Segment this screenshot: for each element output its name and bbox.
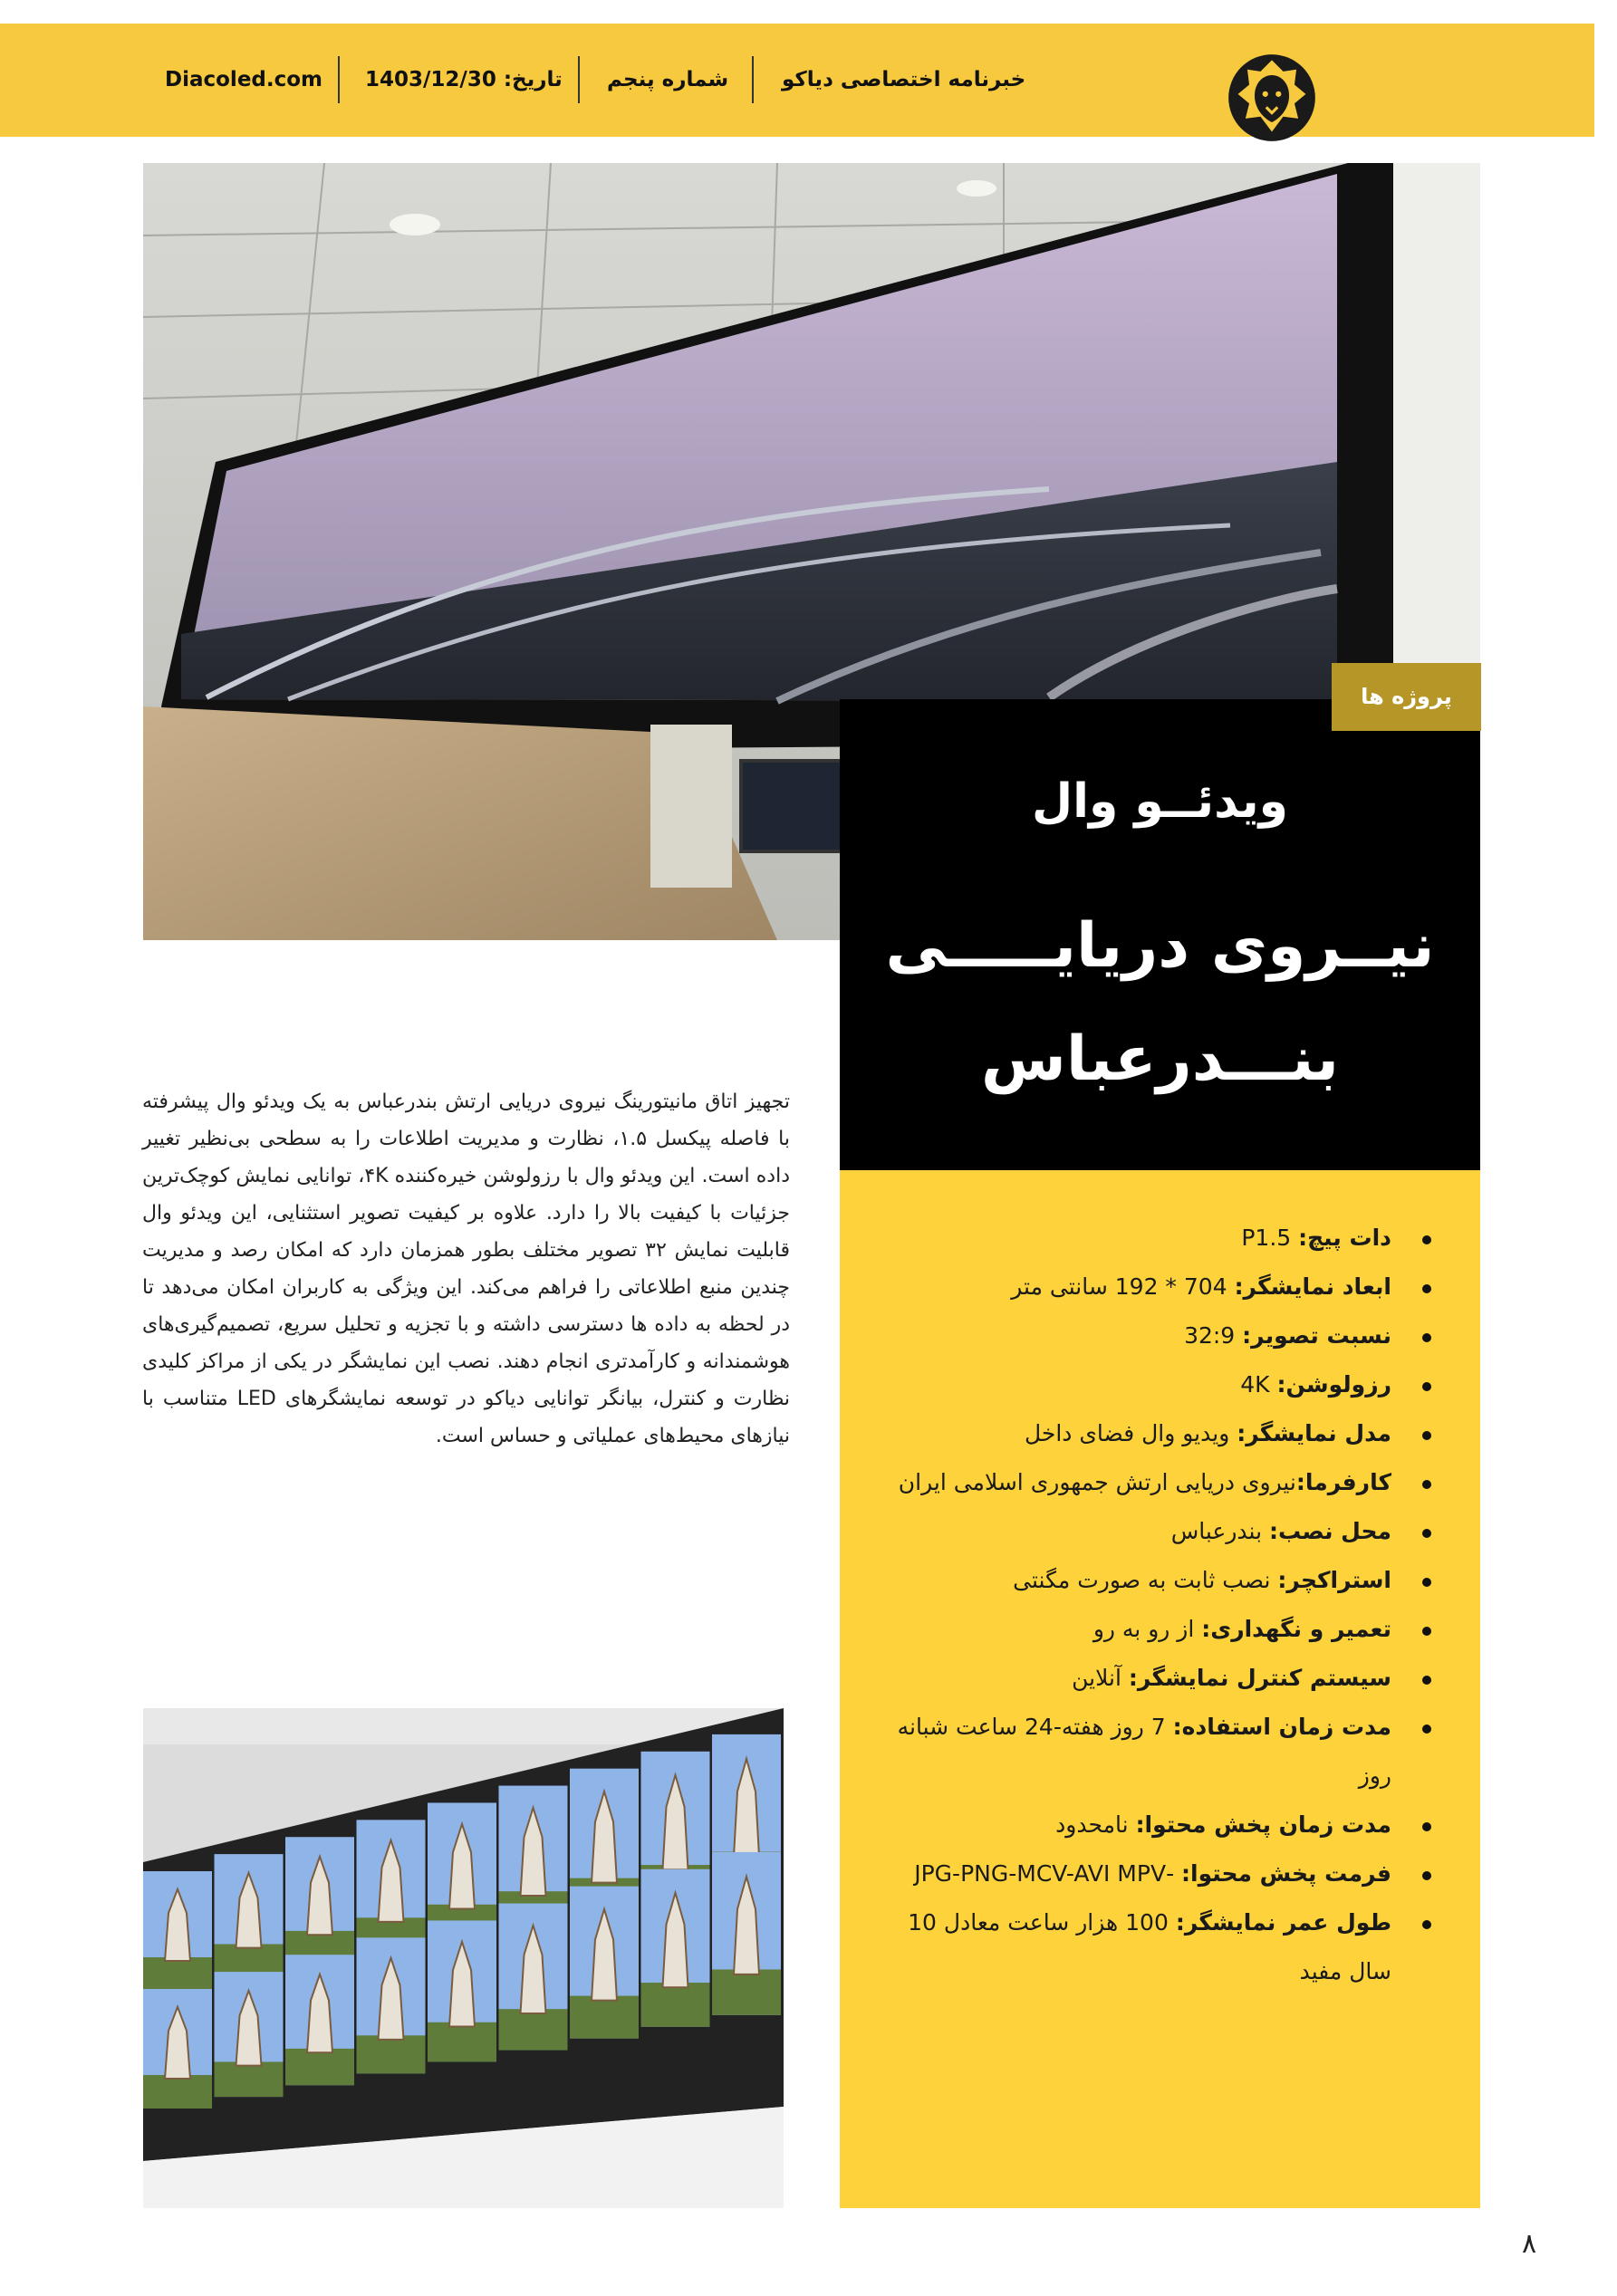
- spec-item: [888, 1263, 1431, 1311]
- header-divider: [752, 56, 754, 103]
- spec-value: آنلاین: [1072, 1665, 1129, 1691]
- issue-date: تاریخ: 1403/12/30: [365, 68, 563, 91]
- spec-key: مدل نمایشگر:: [1237, 1420, 1391, 1446]
- spec-key: نسبت تصویر:: [1242, 1322, 1391, 1349]
- spec-value: نامحدود: [1055, 1811, 1136, 1838]
- newsletter-title: خبرنامه اختصاصی دیاکو: [782, 68, 1026, 91]
- header-divider: [338, 56, 340, 103]
- article-title-line2: نیــروی دریایـــــی: [885, 910, 1435, 982]
- spec-key: مدت زمان پخش محتوا:: [1135, 1811, 1391, 1838]
- newsletter-header: [0, 24, 1594, 137]
- header-divider: [578, 56, 580, 103]
- spec-item: [888, 1409, 1431, 1458]
- spec-value: بندرعباس: [1170, 1518, 1269, 1544]
- spec-key: دات پیچ:: [1298, 1225, 1391, 1251]
- spec-item: [888, 1703, 1431, 1801]
- spec-key: رزولوشن:: [1276, 1371, 1391, 1398]
- spec-value: 4K: [1240, 1371, 1277, 1398]
- spec-key: استراکچر:: [1277, 1567, 1391, 1593]
- spec-item: [888, 1605, 1431, 1654]
- category-tag: پروژه ها: [1332, 663, 1481, 731]
- spec-value: از رو به رو: [1092, 1616, 1202, 1642]
- spec-key: طول عمر نمایشگر:: [1175, 1909, 1391, 1936]
- spec-key: ابعاد نمایشگر:: [1234, 1273, 1391, 1300]
- spec-key: محل نصب:: [1269, 1518, 1391, 1544]
- spec-key: کارفرما:: [1295, 1469, 1391, 1495]
- spec-item: [888, 1507, 1431, 1556]
- spec-key: تعمیر و نگهداری:: [1201, 1616, 1391, 1642]
- website-link[interactable]: Diacoled.com: [165, 68, 323, 91]
- spec-item: [888, 1360, 1431, 1409]
- multi-image-wall-photo: [143, 1708, 784, 2208]
- spec-value: -JPG-PNG-MCV-AVI MPV: [914, 1860, 1182, 1887]
- article-title-line1: ویدئــو وال: [1032, 774, 1288, 829]
- page-number: ۸: [1522, 2228, 1537, 2260]
- spec-value: 7 روز هفته-24 ساعت شبانه روز: [897, 1714, 1391, 1789]
- spec-value: 32:9: [1184, 1322, 1243, 1349]
- spec-item: [888, 1556, 1431, 1605]
- spec-key: مدت زمان استفاده:: [1172, 1714, 1391, 1740]
- spec-value: P1.5: [1241, 1225, 1299, 1251]
- article-title-line3: بنـــدرعباس: [980, 1023, 1340, 1095]
- spec-item: [888, 1801, 1431, 1849]
- specs-list: [888, 1214, 1431, 1996]
- issue-number: شماره پنجم: [607, 68, 729, 91]
- spec-item: [888, 1654, 1431, 1703]
- spec-item: [888, 1311, 1431, 1360]
- spec-item: [888, 1458, 1431, 1507]
- spec-item: [888, 1849, 1431, 1898]
- spec-key: فرمت پخش محتوا:: [1181, 1860, 1391, 1887]
- spec-value: نصب ثابت به صورت مگنتی: [1013, 1567, 1278, 1593]
- article-body: تجهیز اتاق مانیتورینگ نیروی دریایی ارتش بندرعباس به یک ویدئو وال پیشرفته با فاصله پیکسل ۱.۵، نظارت و مدیریت اطلاعات را به سطحی بی‌نظیر تغییر داده است. این ویدئو وال با رزولوشن خیره‌کننده ۴K، توانایی نمایش کوچک‌ترین جزئیات با کیفیت بالا را دارد. علاوه بر کیفیت تصویر استثنایی، این ویدئو وال قابلیت نمایش ۳۲ تصویر مختلف بطور همزمان دارد که امکان رصد و مدیریت چندین منبع اطلاعاتی را فراهم می‌کند. این ویژگی به کاربران امکان می‌دهد تا در لحظه به داده ها دسترسی داشته و با تجزیه و تحلیل سریع، تصمیم‌گیری‌های هوشمندانه و کارآمدتری انجام دهند. نصب این نمایشگر در یکی از مراکز کلیدی نظارت و کنترل، بیانگر توانایی دیاکو در توسعه نمایشگرهای LED متناسب با نیازهای محیط‌های عملیاتی و حساس است.: [142, 1090, 791, 1447]
- spec-value: نیروی دریایی ارتش جمهوری اسلامی ایران: [898, 1469, 1296, 1495]
- spec-value: 704 * 192 سانتی متر: [1011, 1273, 1235, 1300]
- spec-item: [888, 1214, 1431, 1263]
- lion-head-logo-icon: [1225, 51, 1319, 145]
- spec-key: سیستم کنترل نمایشگر:: [1128, 1665, 1391, 1691]
- spec-item: [888, 1898, 1431, 1996]
- spec-value: ویدیو وال فضای داخل: [1024, 1420, 1237, 1446]
- spec-value: 100 هزار ساعت معادل 10 سال مفید: [908, 1909, 1391, 1984]
